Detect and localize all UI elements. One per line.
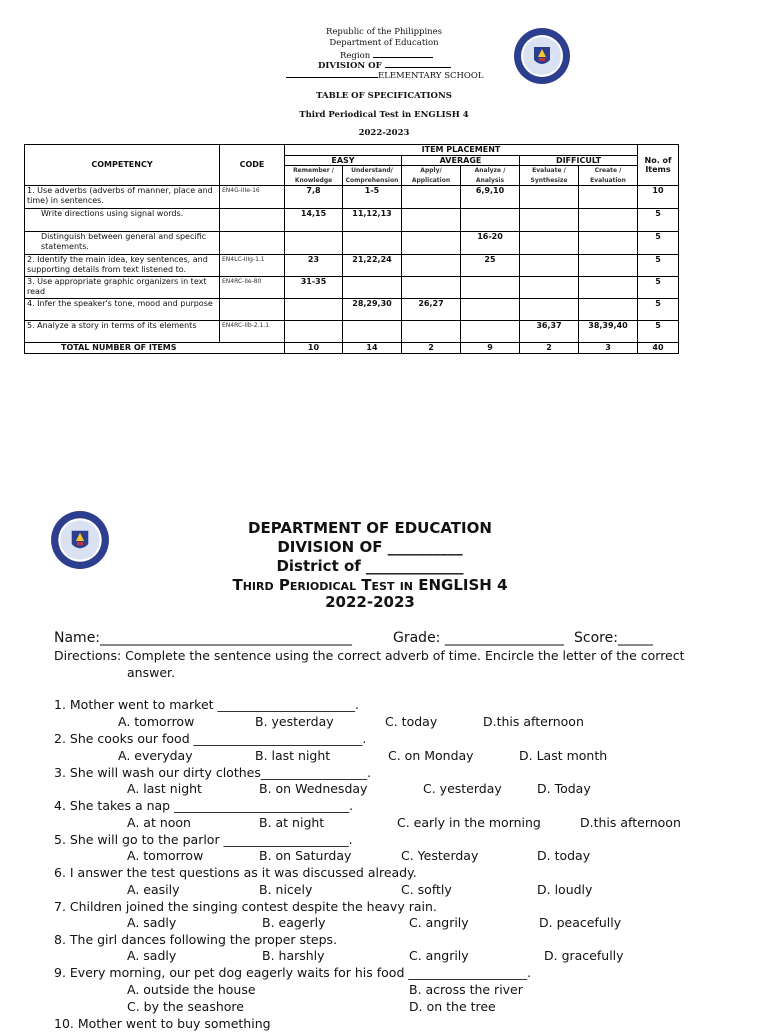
row-competency: Distinguish between general and specific statements. [25, 232, 220, 255]
cell [579, 255, 638, 277]
row-code: EN4RC-IIe-80 [220, 277, 285, 299]
option[interactable]: C. yesterday [423, 781, 502, 796]
option[interactable]: D. Last month [519, 748, 608, 763]
sub-apply: Apply/ Application [402, 166, 461, 186]
tos-title: TABLE OF SPECIFICATIONS [316, 91, 452, 101]
options [0, 781, 768, 798]
question-text: 1. Mother went to market ______________________. [54, 697, 359, 712]
option[interactable]: D. gracefully [544, 948, 624, 963]
question-text: 2. She cooks our food ___________________________. [54, 731, 367, 746]
cell [285, 232, 343, 255]
cell: 25 [461, 255, 520, 277]
tos-test-title: Third Periodical Test in ENGLISH 4 [299, 110, 469, 120]
question [0, 1016, 768, 1033]
option[interactable]: B. on Wednesday [259, 781, 368, 796]
question-text: 7. Children joined the singing contest despite the heavy rain. [54, 899, 437, 914]
question-text: 6. I answer the test questions as it was discussed already. [54, 865, 417, 880]
question-text: 8. The girl dances following the proper steps. [54, 932, 338, 947]
row-competency: 4. Infer the speaker's tone, mood and purpose [25, 299, 220, 321]
group-difficult: DIFFICULT [520, 155, 638, 166]
table-row [25, 232, 679, 255]
region-blank [373, 49, 433, 58]
test-title-b: ENGLISH 4 [418, 576, 508, 594]
row-items: 10 [638, 186, 679, 209]
row-code [220, 209, 285, 232]
question [0, 865, 768, 882]
cell [579, 299, 638, 321]
directions [0, 648, 768, 665]
col-competency: COMPETENCY [25, 145, 220, 186]
question [0, 731, 768, 748]
cell: 1-5 [343, 186, 402, 209]
division-blank [385, 59, 451, 68]
sub-understand: Understand/ Comprehension [343, 166, 402, 186]
option[interactable]: A. last night [127, 781, 202, 796]
option[interactable]: A. at noon [127, 815, 191, 830]
option[interactable]: C. angrily [409, 915, 469, 930]
test-district: District of _____________ [276, 557, 464, 575]
cell [520, 209, 579, 232]
total-cell: 9 [461, 343, 520, 354]
option[interactable]: A. tomorrow [118, 714, 195, 729]
option[interactable]: D. loudly [537, 882, 593, 897]
cell [461, 299, 520, 321]
total-cell: 14 [343, 343, 402, 354]
cell [520, 277, 579, 299]
cell: 21,22,24 [343, 255, 402, 277]
question-text: 10. Mother went to buy something [54, 1016, 271, 1031]
row-competency: 2. Identify the main idea, key sentences, and supporting details from text listened to. [25, 255, 220, 277]
total-cell: 40 [638, 343, 679, 354]
table-row [25, 277, 679, 299]
cell: 14,15 [285, 209, 343, 232]
total-label: TOTAL NUMBER OF ITEMS [25, 343, 285, 354]
option[interactable]: B. nicely [259, 882, 313, 897]
row-competency: 3. Use appropriate graphic organizers in text read [25, 277, 220, 299]
cell [402, 277, 461, 299]
option[interactable]: A. sadly [127, 948, 177, 963]
options [0, 982, 768, 999]
cell [343, 232, 402, 255]
cell: 6,9,10 [461, 186, 520, 209]
total-cell: 2 [402, 343, 461, 354]
question [0, 965, 768, 982]
tos-year: 2022-2023 [358, 128, 410, 138]
directions-cont [0, 665, 768, 682]
table-row [25, 186, 679, 209]
deped-seal-icon [513, 27, 571, 85]
col-item-placement: ITEM PLACEMENT [285, 145, 638, 156]
sub-create: Create / Evaluation [579, 166, 638, 186]
option[interactable]: D.this afternoon [580, 815, 681, 830]
group-average: AVERAGE [402, 155, 520, 166]
question-text: 3. She will wash our dirty clothes_________________. [54, 765, 372, 780]
option[interactable]: B. across the river [409, 982, 523, 997]
question [0, 697, 768, 714]
cell [579, 277, 638, 299]
test-title-a: Third Periodical Test in [232, 576, 413, 594]
table-row [25, 321, 679, 343]
option[interactable]: D. peacefully [539, 915, 622, 930]
directions-text-2: answer. [127, 665, 175, 680]
table-row [25, 255, 679, 277]
cell: 36,37 [520, 321, 579, 343]
cell [461, 321, 520, 343]
question [0, 899, 768, 916]
row-items: 5 [638, 255, 679, 277]
name-grade-score-line [0, 630, 768, 647]
cell [520, 186, 579, 209]
row-items: 5 [638, 299, 679, 321]
col-no-of-items: No. of Items [638, 145, 679, 186]
question-text: 5. She will go to the parlor ____________________. [54, 832, 353, 847]
option[interactable]: C. today [385, 714, 438, 729]
deped-seal-icon [50, 510, 110, 570]
question-text: 4. She takes a nap ____________________________. [54, 798, 354, 813]
test-title [150, 576, 590, 594]
option[interactable]: D. on the tree [409, 999, 496, 1014]
option[interactable]: B. eagerly [262, 915, 326, 930]
cell [285, 299, 343, 321]
row-competency: 1. Use adverbs (adverbs of manner, place and time) in sentences. [25, 186, 220, 209]
options [0, 882, 768, 899]
option[interactable]: A. tomorrow [127, 848, 204, 863]
cell: 26,27 [402, 299, 461, 321]
options [0, 915, 768, 932]
option[interactable]: C. on Monday [388, 748, 474, 763]
test-year: 2022-2023 [325, 593, 415, 611]
option[interactable]: B. last night [255, 748, 331, 763]
sub-analyze: Analyze / Analysis [461, 166, 520, 186]
question-text: 9. Every morning, our pet dog eagerly waits for his food ___________________. [54, 965, 532, 980]
cell [579, 209, 638, 232]
cell: 31-35 [285, 277, 343, 299]
row-items: 5 [638, 232, 679, 255]
option[interactable]: C. Yesterday [401, 848, 479, 863]
question [0, 832, 768, 849]
option[interactable]: B. harshly [262, 948, 325, 963]
sub-remember: Remember / Knowledge [285, 166, 343, 186]
specification-table [24, 144, 679, 354]
row-code: EN4RC-IIb-2.1.1 [220, 321, 285, 343]
cell [343, 277, 402, 299]
question [0, 798, 768, 815]
options [0, 714, 768, 731]
question [0, 765, 768, 782]
row-code: EN4LC-IIIg-1.1 [220, 255, 285, 277]
cell [461, 209, 520, 232]
option[interactable]: B. on Saturday [259, 848, 352, 863]
name-field[interactable]: Name:____________________________________ [54, 630, 353, 646]
score-field[interactable]: Score:_____ [574, 630, 653, 646]
republic-text: Republic of the Philippines [325, 27, 443, 37]
group-easy: EASY [285, 155, 402, 166]
cell: 38,39,40 [579, 321, 638, 343]
options [0, 748, 768, 765]
cell [343, 321, 402, 343]
directions-text: Directions: Complete the sentence using the correct adverb of time. Encircle the letter of the correct [54, 648, 685, 663]
table-row [25, 209, 679, 232]
row-code [220, 232, 285, 255]
total-cell: 3 [579, 343, 638, 354]
cell: 28,29,30 [343, 299, 402, 321]
options [0, 848, 768, 865]
test-dept: DEPARTMENT OF EDUCATION [248, 519, 492, 537]
sub-evaluate: Evaluate / Synthesize [520, 166, 579, 186]
division-text: DIVISION OF [318, 61, 382, 71]
table-row [25, 299, 679, 321]
option[interactable]: C. by the seashore [127, 999, 244, 1014]
cell: 23 [285, 255, 343, 277]
header-republic [0, 27, 768, 38]
table-total-row [25, 343, 679, 354]
row-code: EN4G-IIIe-16 [220, 186, 285, 209]
option[interactable]: C. early in the morning [397, 815, 541, 830]
option[interactable]: D. Today [537, 781, 591, 796]
option[interactable]: A. outside the house [127, 982, 256, 997]
school-blank [286, 69, 378, 78]
option[interactable]: A. easily [127, 882, 180, 897]
col-code: CODE [220, 145, 285, 186]
department-text: Department of Education [329, 38, 439, 48]
cell [402, 186, 461, 209]
option[interactable]: D. today [537, 848, 591, 863]
row-items: 5 [638, 277, 679, 299]
header-department [0, 38, 768, 49]
cell [520, 299, 579, 321]
row-competency: Write directions using signal words. [25, 209, 220, 232]
cell [579, 186, 638, 209]
cell [402, 321, 461, 343]
options [0, 815, 768, 832]
header-school [286, 69, 484, 82]
cell [520, 255, 579, 277]
row-items: 5 [638, 209, 679, 232]
option[interactable]: A. sadly [127, 915, 177, 930]
options [0, 948, 768, 965]
row-items: 5 [638, 321, 679, 343]
total-cell: 10 [285, 343, 343, 354]
cell: 16-20 [461, 232, 520, 255]
cell: 7,8 [285, 186, 343, 209]
option[interactable]: C. softly [401, 882, 452, 897]
row-code [220, 299, 285, 321]
total-cell: 2 [520, 343, 579, 354]
cell [520, 232, 579, 255]
row-competency: 5. Analyze a story in terms of its elements [25, 321, 220, 343]
option[interactable]: B. yesterday [255, 714, 334, 729]
option[interactable]: A. everyday [118, 748, 193, 763]
cell: 11,12,13 [343, 209, 402, 232]
cell [402, 209, 461, 232]
cell [285, 321, 343, 343]
option[interactable]: C. angrily [409, 948, 469, 963]
cell [579, 232, 638, 255]
options [0, 999, 768, 1016]
cell [402, 232, 461, 255]
region-text: Region [340, 51, 371, 61]
cell [402, 255, 461, 277]
test-division: DIVISION OF __________ [277, 538, 463, 556]
grade-field[interactable]: Grade: _________________ [393, 630, 564, 646]
option[interactable]: B. at night [259, 815, 325, 830]
school-text: ELEMENTARY SCHOOL [378, 71, 484, 81]
option[interactable]: D.this afternoon [483, 714, 584, 729]
question [0, 932, 768, 949]
cell [461, 277, 520, 299]
